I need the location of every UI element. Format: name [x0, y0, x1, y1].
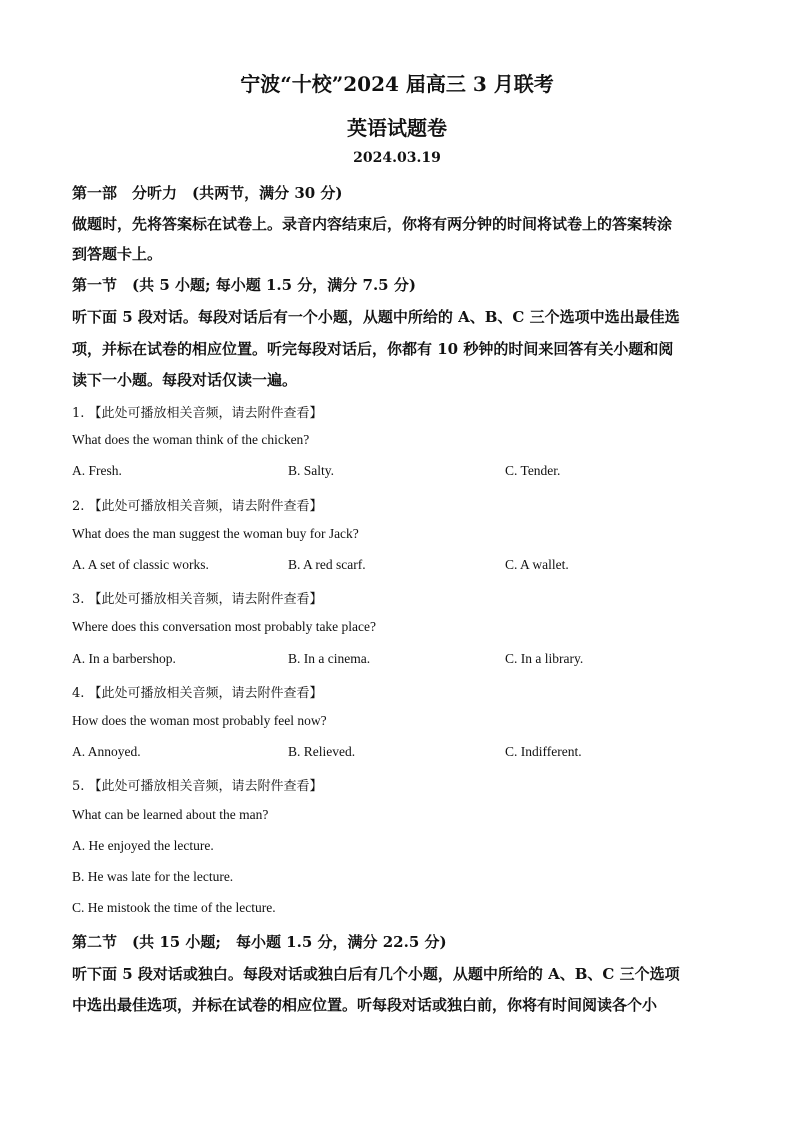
question-2-label: 2. 【此处可播放相关音频，请去附件查看】 — [72, 499, 323, 514]
question-2-option-b: B. A red scarf. — [288, 557, 366, 572]
part1-heading: 第一部 分听力 (共两节，满分 30 分) — [72, 184, 343, 202]
question-1-option-c: C. Tender. — [505, 463, 561, 478]
exam-title: 宁波“十校”2024 届高三 3 月联考 — [240, 72, 554, 96]
part1-intro-line: 做题时，先将答案标在试卷上。录音内容结束后，你将有两分钟的时间将试卷上的答案转涂 — [72, 215, 673, 233]
question-2-option-c: C. A wallet. — [505, 557, 569, 572]
question-5-option-c: C. He mistook the time of the lecture. — [72, 900, 276, 915]
question-1-label: 1. 【此处可播放相关音频，请去附件查看】 — [72, 406, 323, 421]
question-1-text: What does the woman think of the chicken? — [72, 432, 310, 447]
question-5-option-a: A. He enjoyed the lecture. — [72, 838, 214, 853]
exam-date: 2024.03.19 — [353, 150, 441, 166]
question-4-text: How does the woman most probably feel now? — [72, 713, 327, 728]
question-4-label: 4. 【此处可播放相关音频，请去附件查看】 — [72, 686, 323, 701]
section1-heading: 第一节 (共 5 小题; 每小题 1.5 分，满分 7.5 分) — [72, 276, 416, 294]
question-4-option-b: B. Relieved. — [288, 744, 356, 759]
question-3-option-a: A. In a barbershop. — [72, 651, 176, 666]
section1-intro-line: 听下面 5 段对话。每段对话后有一个小题，从题中所给的 A、B、C 三个选项中选出最佳选 — [72, 308, 680, 326]
section2-intro-line: 中选出最佳选项，并标在试卷的相应位置。听每段对话或独白前，你将有时间阅读各个小 — [72, 996, 658, 1014]
question-2-text: What does the man suggest the woman buy for Jack? — [72, 526, 359, 541]
question-5-option-b: B. He was late for the lecture. — [72, 869, 234, 884]
question-3-option-b: B. In a cinema. — [288, 651, 371, 666]
question-3-text: Where does this conversation most probably take place? — [72, 619, 377, 634]
question-1-option-a: A. Fresh. — [72, 463, 122, 478]
question-5-text: What can be learned about the man? — [72, 807, 269, 822]
section1-intro-line: 项，并标在试卷的相应位置。听完每段对话后，你都有 10 秒钟的时间来回答有关小题和阅 — [72, 340, 674, 358]
section2-heading: 第二节 (共 15 小题; 每小题 1.5 分，满分 22.5 分) — [72, 933, 447, 951]
question-5-label: 5. 【此处可播放相关音频，请去附件查看】 — [72, 779, 323, 794]
question-3-option-c: C. In a library. — [505, 651, 584, 666]
section1-intro-line: 读下一小题。每段对话仅读一遍。 — [72, 371, 298, 389]
exam-subtitle: 英语试题卷 — [347, 116, 447, 140]
question-4-option-a: A. Annoyed. — [72, 744, 141, 759]
question-2-option-a: A. A set of classic works. — [72, 557, 209, 572]
question-4-option-c: C. Indifferent. — [505, 744, 582, 759]
section2-intro-line: 听下面 5 段对话或独白。每段对话或独白后有几个小题，从题中所给的 A、B、C 三个选项 — [72, 965, 680, 983]
part1-intro-line: 到答题卡上。 — [72, 245, 163, 263]
question-1-option-b: B. Salty. — [288, 463, 335, 478]
question-3-label: 3. 【此处可播放相关音频，请去附件查看】 — [72, 592, 323, 607]
